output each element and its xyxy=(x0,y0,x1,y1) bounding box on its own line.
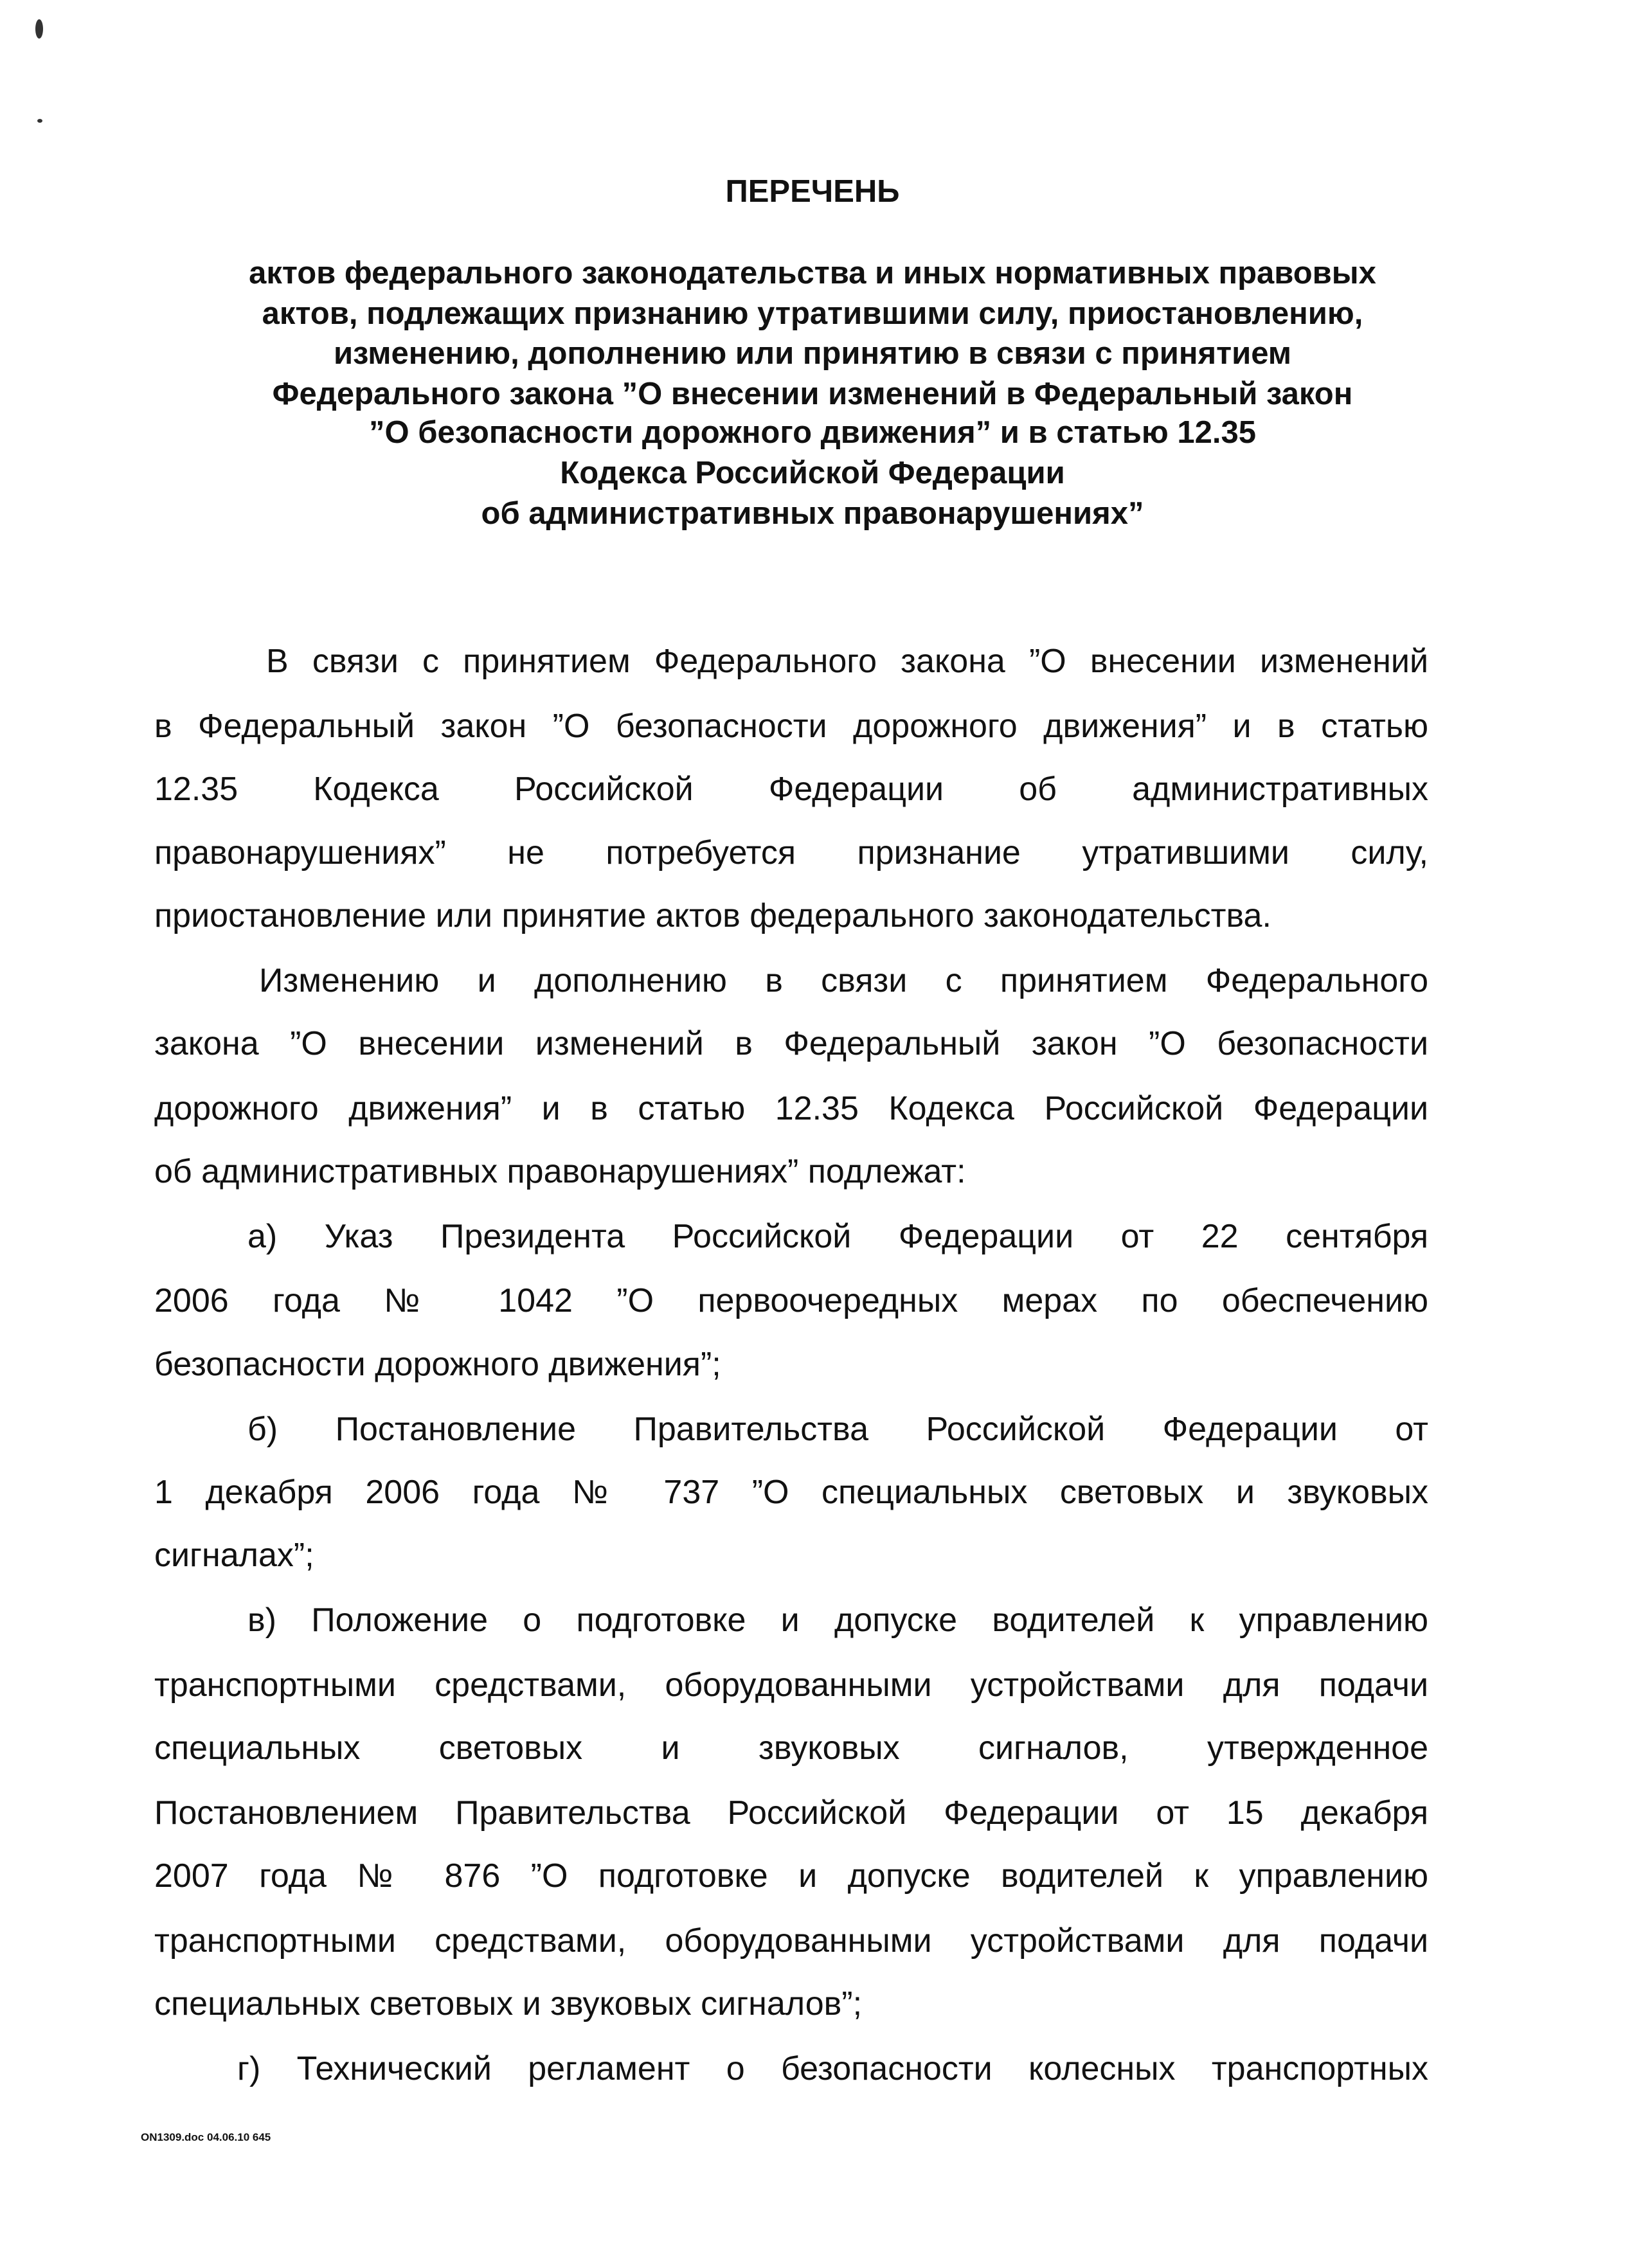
subtitle-line: об административных правонарушениях” xyxy=(481,496,1144,531)
body-line: закона ”О внесении изменений в Федеральный закон ”О безопасности xyxy=(154,1025,1428,1062)
scan-artifact xyxy=(37,119,42,123)
scan-artifact xyxy=(35,19,43,39)
subtitle-line: Кодекса Российской Федерации xyxy=(560,456,1065,490)
body-line: транспортными средствами, оборудованными устройствами для подачи xyxy=(154,1922,1428,1960)
body-line: дорожного движения” и в статью 12.35 Кодекса Российской Федерации xyxy=(154,1090,1428,1127)
body-line: б) Постановление Правительства Российской Федерации от xyxy=(247,1411,1428,1448)
body-line: специальных световых и звуковых сигналов, утвержденное xyxy=(154,1729,1428,1767)
body-line: безопасности дорожного движения”; xyxy=(154,1346,721,1383)
body-line: приостановление или принятие актов федерального законодательства. xyxy=(154,897,1271,934)
body-line: В связи с принятием Федерального закона ”О внесении изменений xyxy=(266,643,1428,680)
body-line: в Федеральный закон ”О безопасности дорожного движения” и в статью xyxy=(154,708,1428,745)
body-line: а) Указ Президента Российской Федерации от 22 сентября xyxy=(247,1218,1428,1255)
body-line: 12.35 Кодекса Российской Федерации об административных xyxy=(154,771,1428,808)
body-line: транспортными средствами, оборудованными устройствами для подачи xyxy=(154,1666,1428,1704)
body-line: г) Технический регламент о безопасности колесных транспортных xyxy=(237,2050,1428,2087)
subtitle-line: изменению, дополнению или принятию в связи с принятием xyxy=(333,336,1292,371)
subtitle-line: ”О безопасности дорожного движения” и в статью 12.35 xyxy=(369,415,1256,450)
document-title: ПЕРЕЧЕНЬ xyxy=(725,174,900,209)
body-line: Постановлением Правительства Российской Федерации от 15 декабря xyxy=(154,1794,1428,1832)
footer-file-info: ON1309.doc 04.06.10 645 xyxy=(141,2131,271,2143)
subtitle-line: Федерального закона ”О внесении изменений в Федеральный закон xyxy=(272,377,1353,411)
body-line: в) Положение о подготовке и допуске водителей к управлению xyxy=(247,1602,1428,1639)
body-line: сигналах”; xyxy=(154,1537,314,1574)
body-line: Изменению и дополнению в связи с принятием Федерального xyxy=(259,962,1428,999)
subtitle-line: актов федерального законодательства и иных нормативных правовых xyxy=(249,256,1376,290)
body-line: об административных правонарушениях” подлежат: xyxy=(154,1153,966,1190)
body-line: специальных световых и звуковых сигналов”; xyxy=(154,1985,863,2022)
body-line: 2007 года № 876 ”О подготовке и допуске водителей к управлению xyxy=(154,1857,1428,1895)
body-line: 2006 года № 1042 ”О первоочередных мерах по обеспечению xyxy=(154,1282,1428,1319)
body-line: правонарушениях” не потребуется признание утратившими силу, xyxy=(154,834,1428,871)
subtitle-line: актов, подлежащих признанию утратившими силу, приостановлению, xyxy=(262,296,1363,331)
body-line: 1 декабря 2006 года № 737 ”О специальных световых и звуковых xyxy=(154,1474,1428,1511)
